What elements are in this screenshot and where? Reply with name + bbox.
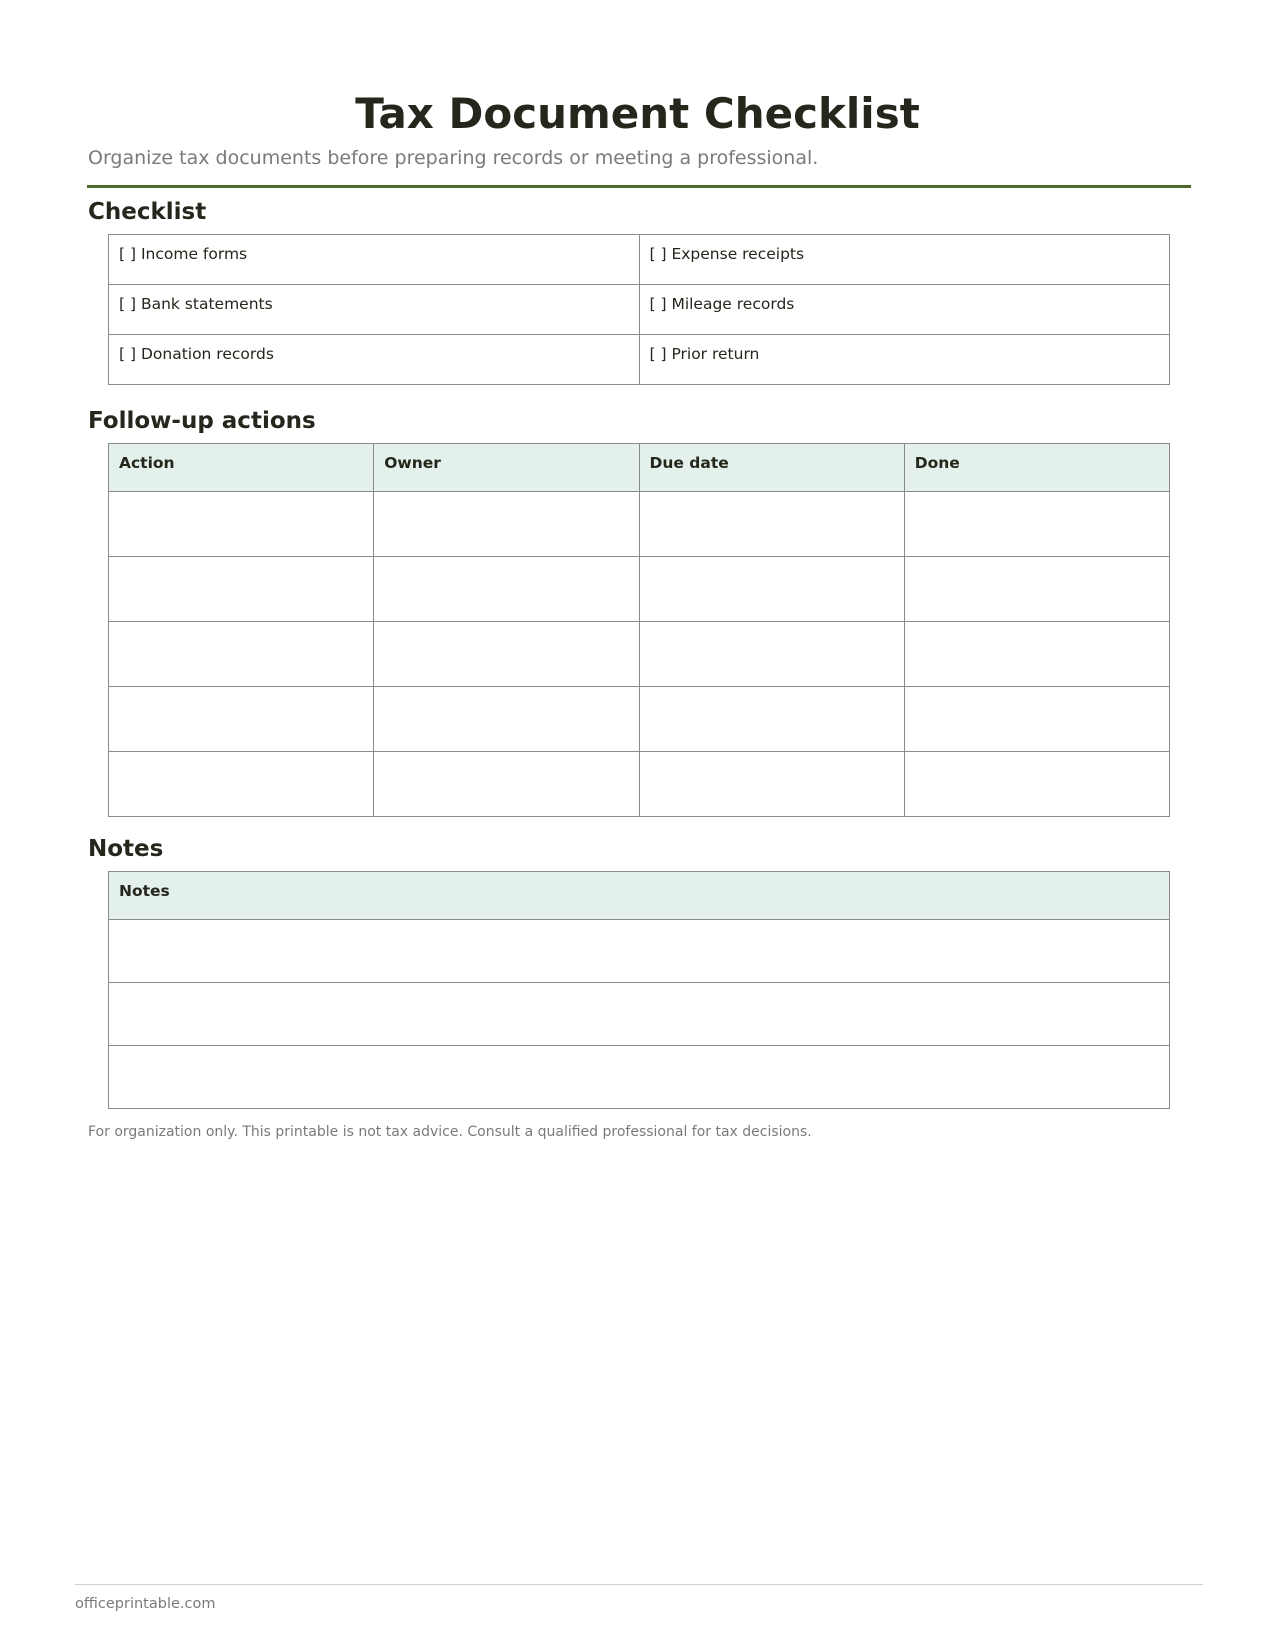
done-cell[interactable]	[904, 687, 1169, 752]
due-date-cell[interactable]	[639, 557, 904, 622]
checklist-item-mileage-records[interactable]: [ ] Mileage records	[639, 285, 1170, 335]
checklist-table	[108, 234, 1170, 385]
page-title: Tax Document Checklist	[355, 89, 920, 138]
column-header-due-date: Due date	[639, 444, 904, 492]
owner-cell[interactable]	[374, 687, 639, 752]
notes-cell[interactable]	[109, 920, 1170, 983]
table-row	[109, 335, 1170, 385]
done-cell[interactable]	[904, 492, 1169, 557]
followup-heading: Follow-up actions	[88, 408, 316, 434]
action-cell[interactable]	[109, 492, 374, 557]
action-cell[interactable]	[109, 687, 374, 752]
table-row	[109, 687, 1170, 752]
table-row	[109, 492, 1170, 557]
due-date-cell[interactable]	[639, 492, 904, 557]
checklist-item-expense-receipts[interactable]: [ ] Expense receipts	[639, 235, 1170, 285]
table-header-row	[109, 872, 1170, 920]
done-cell[interactable]	[904, 622, 1169, 687]
owner-cell[interactable]	[374, 557, 639, 622]
footer-divider	[75, 1584, 1203, 1585]
table-row	[109, 285, 1170, 335]
table-header-row	[109, 444, 1170, 492]
followup-table	[108, 443, 1170, 817]
disclaimer-text: For organization only. This printable is not tax advice. Consult a qualified professional for tax decisions.	[88, 1124, 812, 1140]
footer-site-link[interactable]: officeprintable.com	[75, 1596, 216, 1612]
due-date-cell[interactable]	[639, 622, 904, 687]
notes-table	[108, 871, 1170, 1109]
action-cell[interactable]	[109, 557, 374, 622]
checklist-item-bank-statements[interactable]: [ ] Bank statements	[109, 285, 640, 335]
table-row	[109, 557, 1170, 622]
table-row	[109, 752, 1170, 817]
checklist-item-prior-return[interactable]: [ ] Prior return	[639, 335, 1170, 385]
column-header-notes: Notes	[109, 872, 1170, 920]
table-row	[109, 920, 1170, 983]
notes-cell[interactable]	[109, 983, 1170, 1046]
checklist-item-income-forms[interactable]: [ ] Income forms	[109, 235, 640, 285]
notes-heading: Notes	[88, 836, 164, 862]
column-header-action: Action	[109, 444, 374, 492]
owner-cell[interactable]	[374, 752, 639, 817]
title-divider	[87, 185, 1191, 188]
checklist-item-donation-records[interactable]: [ ] Donation records	[109, 335, 640, 385]
column-header-owner: Owner	[374, 444, 639, 492]
due-date-cell[interactable]	[639, 752, 904, 817]
done-cell[interactable]	[904, 752, 1169, 817]
notes-cell[interactable]	[109, 1046, 1170, 1109]
table-row	[109, 983, 1170, 1046]
owner-cell[interactable]	[374, 622, 639, 687]
done-cell[interactable]	[904, 557, 1169, 622]
action-cell[interactable]	[109, 622, 374, 687]
column-header-done: Done	[904, 444, 1169, 492]
action-cell[interactable]	[109, 752, 374, 817]
owner-cell[interactable]	[374, 492, 639, 557]
due-date-cell[interactable]	[639, 687, 904, 752]
table-row	[109, 622, 1170, 687]
table-row	[109, 235, 1170, 285]
checklist-heading: Checklist	[88, 199, 207, 225]
table-row	[109, 1046, 1170, 1109]
page-subtitle: Organize tax documents before preparing records or meeting a professional.	[88, 147, 819, 169]
